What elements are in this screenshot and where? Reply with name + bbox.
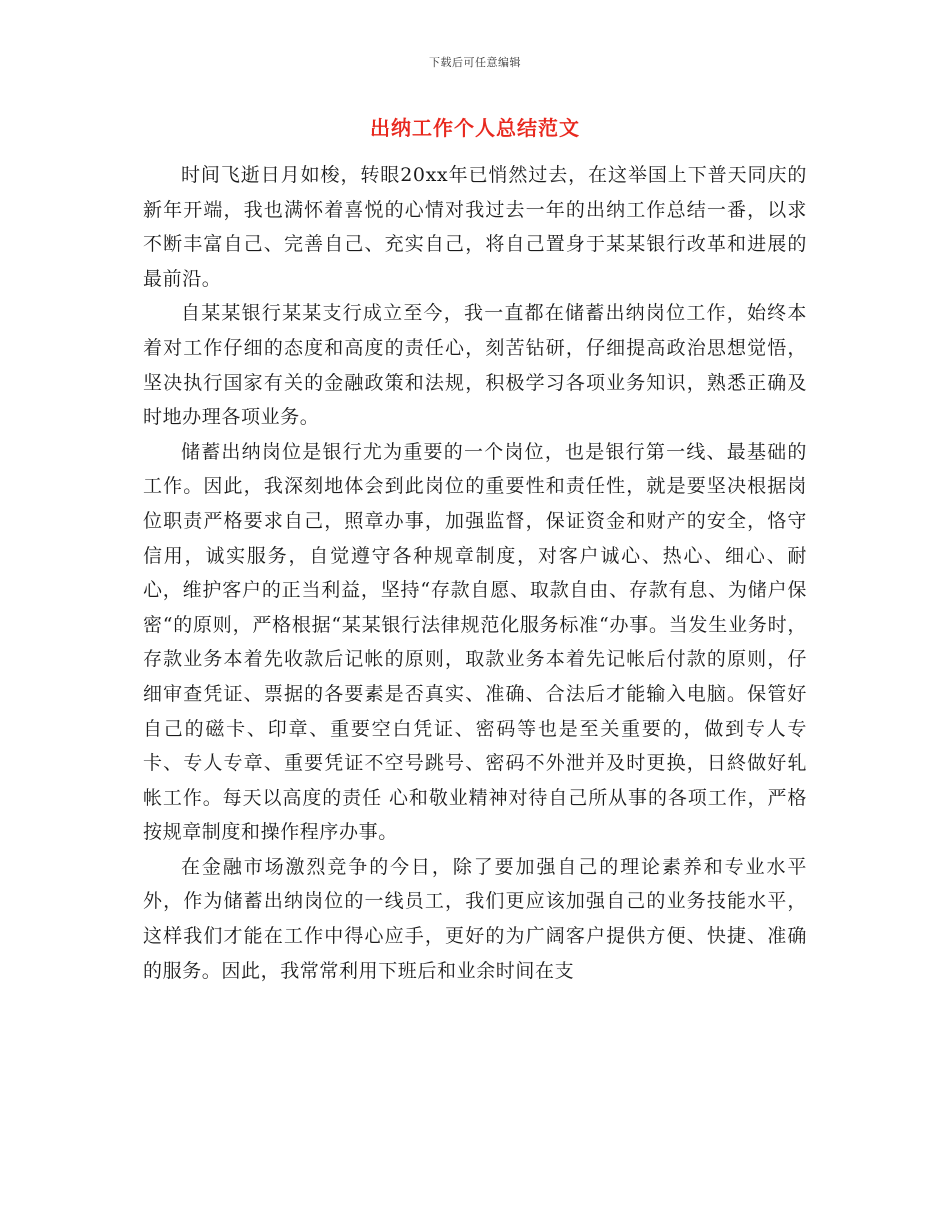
paragraph-4: 在金融市场激烈竞争的今日，除了要加强自己的理论素养和专业水平外，作为储蓄出纳岗位的一线员工，我们更应该加强自己的业务技能水平，这样我们才能在工作中得心应手，更好的为广阔客户提供方便、快捷、准确的服务。因此，我常常利用下班后和业余时间在支 — [143, 855, 807, 982]
paragraph-2: 自某某银行某某支行成立至今，我一直都在储蓄出纳岗位工作，始终本着对工作仔细的态度和高度的责任心，刻苦钻研，仔细提高政治思想觉悟，坚决执行国家有关的金融政策和法规，积极学习各项业务知识，熟悉正确及时地办理各项业务。 — [143, 302, 807, 429]
document-title: 出纳工作个人总结范文 — [370, 116, 580, 140]
paragraph-1: 时间飞逝日月如梭，转眼20xx年已悄然过去，在这举国上下普天同庆的新年开端，我也满怀着喜悦的心情对我过去一年的出纳工作总结一番，以求不断丰富自己、完善自己、充实自己，将自己置身于某某银行改革和进展的最前沿。 — [143, 164, 807, 290]
document-body — [143, 158, 807, 988]
paragraph-3: 储蓄出纳岗位是银行尤为重要的一个岗位，也是银行第一线、最基础的工作。因此，我深刻地体会到此岗位的重要性和责任性，就是要坚决根据岗位职责严格要求自己，照章办事，加强监督，保证资金和财产的安全，恪守信用，诚实服务，自觉遵守各种规章制度，对客户诚心、热心、细心、耐心，维护客户的正当利益，坚持“存款自愿、取款自由、存款有息、为储户保密“的原则，严格根据“某某银行法律规范化服务标准“办事。当发生业务时，存款业务本着先收款后记帐的原则，取款业务本着先记帐后付款的原则，仔细审查凭证、票据的各要素是否真实、准确、合法后才能输入电脑。保管好自己的磁卡、印章、重要空白凭证、密码等也是至关重要的，做到专人专卡、专人专章、重要凭证不空号跳号、密码不外泄并及时更换，日終做好轧帐工作。每天以高度的责任 心和敬业精神对待自己所从事的各项工作，严格按规章制度和操作程序办事。 — [143, 440, 807, 844]
header-note: 下载后可任意编辑 — [429, 56, 521, 69]
